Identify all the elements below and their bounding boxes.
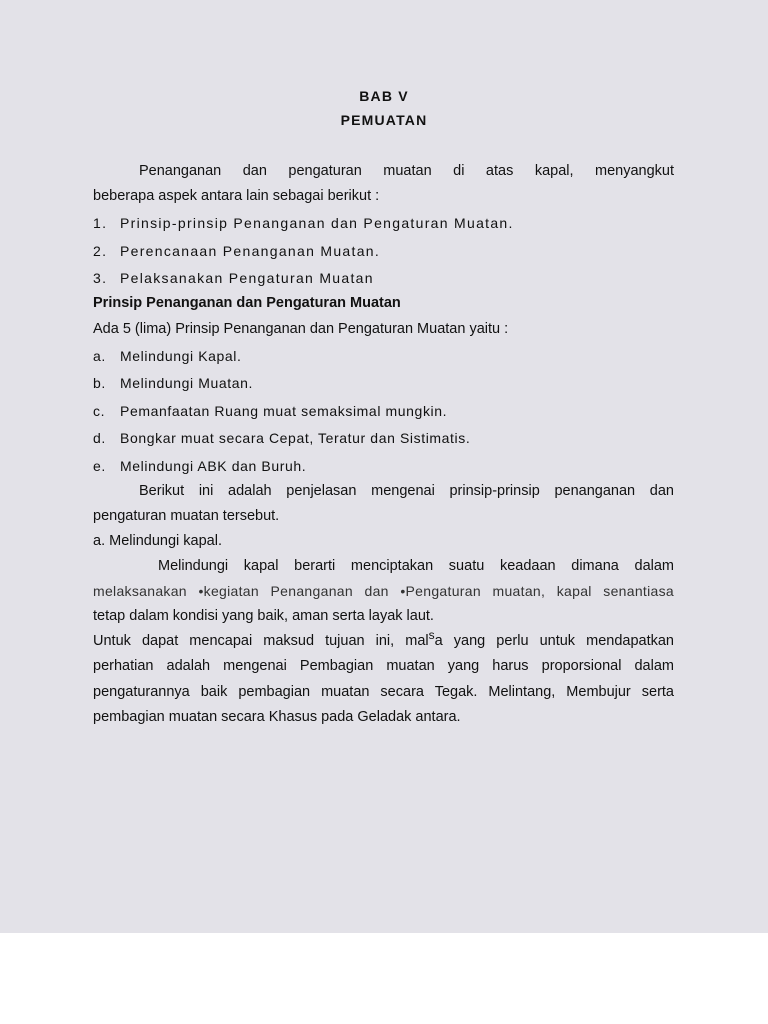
list-item-text: Melindungi Kapal. — [120, 348, 242, 364]
explanation-line-1: Berikut ini adalah penjelasan mengenai prinsip-prinsip penanganan dan — [139, 483, 674, 499]
list-item-text: Melindungi ABK dan Buruh. — [120, 458, 307, 474]
list-marker: e. — [93, 458, 106, 474]
paragraph-b-line-4: pembagian muatan secara Khasus pada Geladak antara. — [93, 709, 461, 725]
list-item — [93, 401, 674, 421]
paragraph-b-line-3: pengaturannya baik pembagian muatan secara Tegak. Melintang, Membujur serta — [93, 684, 674, 700]
superscript-char: s — [428, 628, 435, 642]
list-item-text: Pemanfaatan Ruang muat semaksimal mungkin. — [120, 403, 448, 419]
list-marker: b. — [93, 375, 106, 391]
paragraph-b-text: Untuk dapat mencapai maksud tujuan ini, mal — [93, 633, 429, 649]
list-marker: d. — [93, 430, 106, 446]
explanation-line-2: pengaturan muatan tersebut. — [93, 508, 280, 524]
paragraph-b-line-1 — [93, 628, 674, 651]
list-marker: 2. — [93, 243, 108, 259]
intro-word: Penanganan — [139, 163, 222, 179]
list-marker: a. — [93, 348, 106, 364]
intro-word: menyangkut — [595, 163, 675, 179]
paragraph-a-line-2: melaksanakan •kegiatan Penanganan dan •Pengaturan muatan, kapal senantiasa — [93, 583, 674, 599]
intro-word: muatan — [383, 163, 432, 179]
list-item — [93, 241, 674, 261]
intro-word: atas — [485, 163, 514, 179]
list-marker: c. — [93, 403, 106, 419]
list-item — [93, 213, 674, 233]
subheading-a: a. Melindungi kapal. — [93, 533, 222, 549]
list-item-text: Melindungi Muatan. — [120, 375, 253, 391]
intro-word: kapal, — [534, 163, 574, 179]
list-marker: 1. — [93, 215, 108, 231]
paragraph-a-line-1: Melindungi kapal berarti menciptakan suatu keadaan dimana dalam — [158, 558, 674, 574]
intro-line-2: beberapa aspek antara lain sebagai berikut : — [93, 188, 380, 204]
chapter-subtitle: PEMUATAN — [340, 112, 428, 128]
paragraph-b-line-2: perhatian adalah mengenai Pembagian muatan yang harus proporsional dalam — [93, 658, 674, 674]
paragraph-a-line-3: tetap dalam kondisi yang baik, aman serta layak laut. — [93, 608, 434, 624]
list-marker: 3. — [93, 270, 108, 286]
chapter-title: BAB V — [359, 88, 409, 104]
section-heading: Prinsip Penanganan dan Pengaturan Muatan — [93, 295, 401, 311]
intro-word: dan — [242, 163, 267, 179]
section-intro: Ada 5 (lima) Prinsip Penanganan dan Pengaturan Muatan yaitu : — [93, 321, 509, 337]
list-item — [93, 456, 674, 476]
list-item — [93, 373, 674, 393]
intro-word: di — [453, 163, 465, 179]
list-item-text: Bongkar muat secara Cepat, Teratur dan Sistimatis. — [120, 430, 471, 446]
list-item — [93, 346, 674, 366]
intro-line-1 — [139, 161, 674, 181]
list-item — [93, 428, 674, 448]
list-item-text: Perencanaan Penanganan Muatan. — [120, 243, 381, 259]
paragraph-b-text: a yang perlu untuk mendapatkan — [434, 633, 674, 649]
list-item-text: Pelaksanakan Pengaturan Muatan — [120, 270, 374, 286]
list-item — [93, 268, 674, 288]
intro-word: pengaturan — [288, 163, 362, 179]
list-item-text: Prinsip-prinsip Penanganan dan Pengaturan Muatan. — [120, 215, 514, 231]
